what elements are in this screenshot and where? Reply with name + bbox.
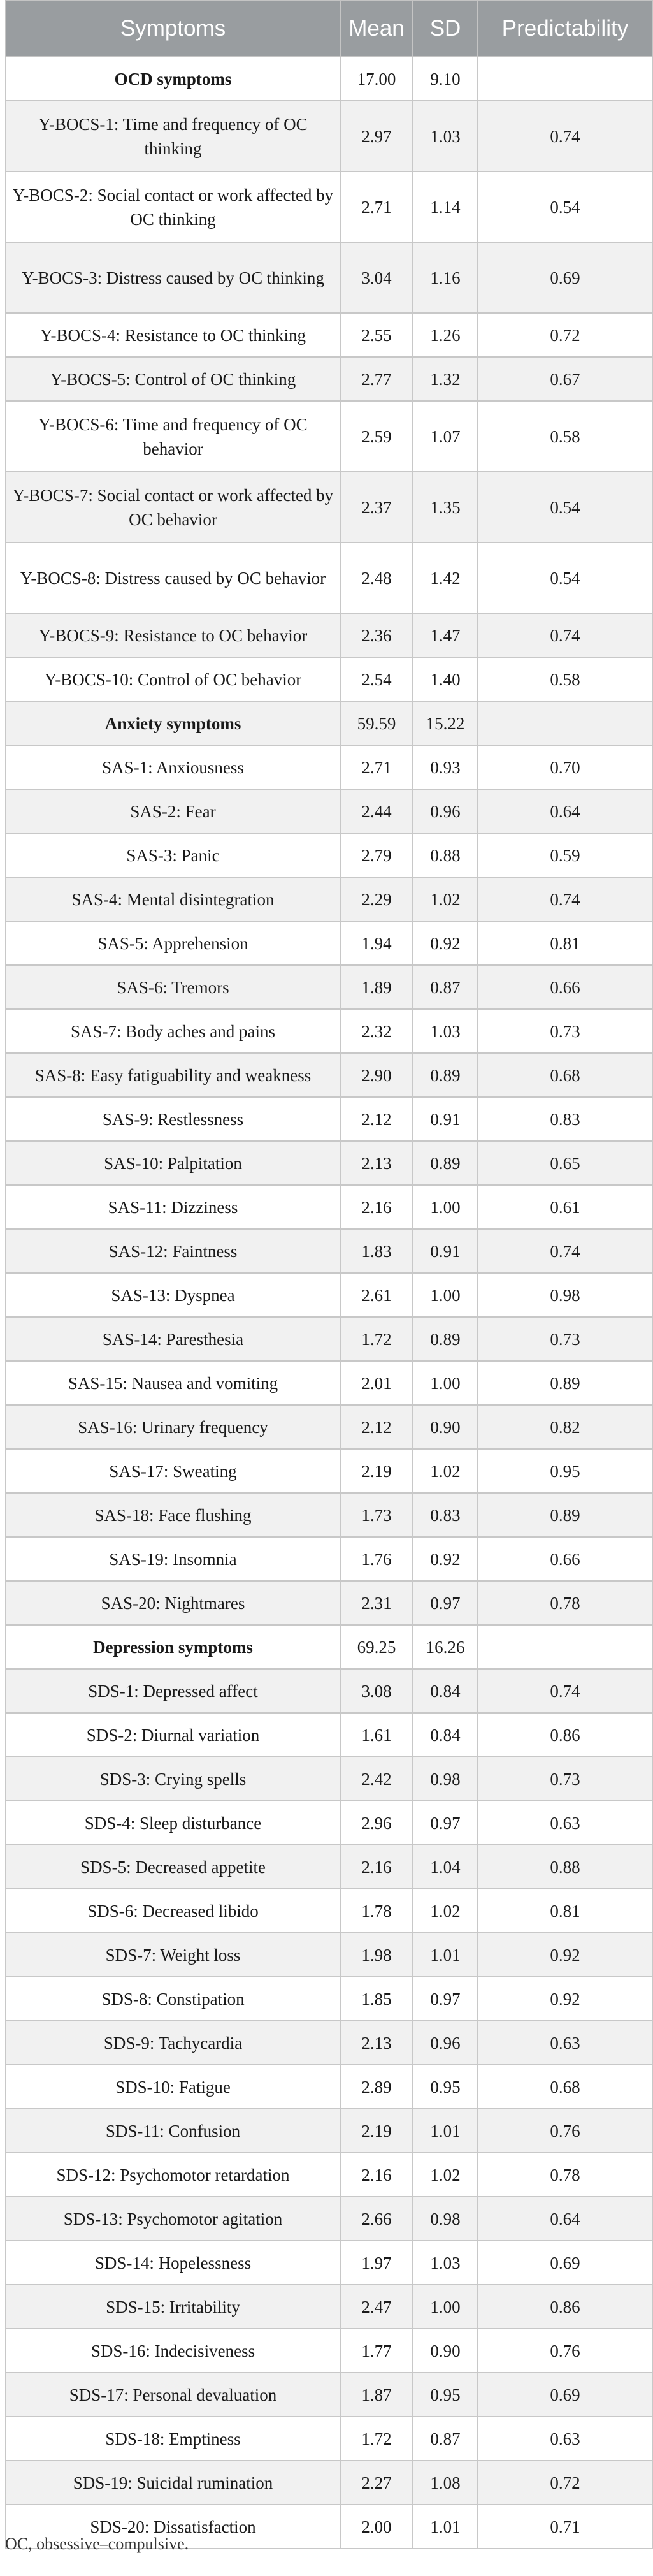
sd-cell: 0.96 <box>413 2021 478 2065</box>
symptom-cell: Y-BOCS-6: Time and frequency of OC behavior <box>6 401 340 472</box>
table-row <box>6 1845 652 1889</box>
symptom-cell: SAS-15: Nausea and vomiting <box>6 1361 340 1405</box>
symptom-cell: SAS-6: Tremors <box>6 965 340 1009</box>
symptom-cell: Depression symptoms <box>6 1625 340 1669</box>
sd-cell: 1.00 <box>413 2285 478 2329</box>
mean-cell: 2.12 <box>340 1405 413 1449</box>
predictability-cell: 0.72 <box>478 313 652 357</box>
sd-cell: 0.90 <box>413 2329 478 2373</box>
sd-cell: 1.01 <box>413 2109 478 2153</box>
mean-cell: 2.71 <box>340 171 413 242</box>
table-row <box>6 2109 652 2153</box>
table-row <box>6 833 652 877</box>
predictability-cell: 0.82 <box>478 1405 652 1449</box>
table-row <box>6 2285 652 2329</box>
sd-cell: 0.88 <box>413 833 478 877</box>
section-row <box>6 1625 652 1669</box>
mean-cell: 2.31 <box>340 1581 413 1625</box>
mean-cell: 2.32 <box>340 1009 413 1053</box>
mean-cell: 2.19 <box>340 2109 413 2153</box>
mean-cell: 2.48 <box>340 542 413 613</box>
table-row <box>6 1273 652 1317</box>
sd-cell: 0.87 <box>413 965 478 1009</box>
mean-cell: 2.55 <box>340 313 413 357</box>
predictability-cell: 0.63 <box>478 1801 652 1845</box>
sd-cell: 16.26 <box>413 1625 478 1669</box>
table-row <box>6 2329 652 2373</box>
predictability-cell <box>478 1625 652 1669</box>
predictability-cell: 0.88 <box>478 1845 652 1889</box>
symptom-cell: Y-BOCS-9: Resistance to OC behavior <box>6 613 340 657</box>
table-header <box>6 1 652 57</box>
predictability-cell: 0.54 <box>478 542 652 613</box>
symptom-cell: Y-BOCS-10: Control of OC behavior <box>6 657 340 701</box>
predictability-cell: 0.65 <box>478 1141 652 1185</box>
predictability-cell: 0.68 <box>478 1053 652 1097</box>
mean-cell: 2.12 <box>340 1097 413 1141</box>
table-row <box>6 1757 652 1801</box>
sd-cell: 0.97 <box>413 1801 478 1845</box>
table-row <box>6 789 652 833</box>
mean-cell: 2.19 <box>340 1449 413 1493</box>
predictability-cell: 0.81 <box>478 1889 652 1933</box>
sd-cell: 0.84 <box>413 1713 478 1757</box>
mean-cell: 1.89 <box>340 965 413 1009</box>
table-row <box>6 313 652 357</box>
table-row <box>6 1977 652 2021</box>
predictability-cell: 0.58 <box>478 657 652 701</box>
predictability-cell: 0.92 <box>478 1977 652 2021</box>
symptom-cell: SDS-8: Constipation <box>6 1977 340 2021</box>
predictability-cell: 0.64 <box>478 2197 652 2241</box>
sd-cell: 0.98 <box>413 1757 478 1801</box>
table-row <box>6 1097 652 1141</box>
sd-cell: 1.00 <box>413 1273 478 1317</box>
symptom-cell: SAS-10: Palpitation <box>6 1141 340 1185</box>
mean-cell: 2.59 <box>340 401 413 472</box>
predictability-cell: 0.63 <box>478 2021 652 2065</box>
mean-cell: 1.98 <box>340 1933 413 1977</box>
predictability-cell: 0.64 <box>478 789 652 833</box>
sd-cell: 1.03 <box>413 101 478 171</box>
table-row <box>6 472 652 542</box>
table-row <box>6 1405 652 1449</box>
predictability-cell: 0.92 <box>478 1933 652 1977</box>
mean-cell: 3.08 <box>340 1669 413 1713</box>
mean-cell: 1.87 <box>340 2373 413 2417</box>
symptom-cell: SAS-20: Nightmares <box>6 1581 340 1625</box>
symptom-cell: SDS-15: Irritability <box>6 2285 340 2329</box>
symptom-cell: SDS-1: Depressed affect <box>6 1669 340 1713</box>
symptom-cell: SDS-11: Confusion <box>6 2109 340 2153</box>
predictability-cell: 0.74 <box>478 613 652 657</box>
predictability-cell: 0.74 <box>478 101 652 171</box>
symptom-cell: Y-BOCS-8: Distress caused by OC behavior <box>6 542 340 613</box>
mean-cell: 1.61 <box>340 1713 413 1757</box>
table-row <box>6 242 652 313</box>
predictability-cell: 0.78 <box>478 2153 652 2197</box>
mean-cell: 2.77 <box>340 357 413 401</box>
sd-cell: 0.89 <box>413 1141 478 1185</box>
predictability-cell: 0.86 <box>478 2285 652 2329</box>
predictability-cell: 0.61 <box>478 1185 652 1229</box>
sd-cell: 1.00 <box>413 1361 478 1405</box>
predictability-cell: 0.59 <box>478 833 652 877</box>
sd-cell: 0.92 <box>413 1537 478 1581</box>
mean-cell: 2.36 <box>340 613 413 657</box>
sd-cell: 0.90 <box>413 1405 478 1449</box>
mean-cell: 2.66 <box>340 2197 413 2241</box>
symptom-cell: Y-BOCS-4: Resistance to OC thinking <box>6 313 340 357</box>
sd-cell: 15.22 <box>413 701 478 745</box>
symptom-cell: SAS-13: Dyspnea <box>6 1273 340 1317</box>
predictability-cell: 0.69 <box>478 2373 652 2417</box>
predictability-cell: 0.74 <box>478 877 652 921</box>
table-row <box>6 1361 652 1405</box>
sd-cell: 1.01 <box>413 1933 478 1977</box>
symptom-cell: SAS-4: Mental disintegration <box>6 877 340 921</box>
predictability-cell: 0.98 <box>478 1273 652 1317</box>
mean-cell: 2.27 <box>340 2461 413 2505</box>
sd-cell: 0.83 <box>413 1493 478 1537</box>
table-row <box>6 877 652 921</box>
mean-cell: 3.04 <box>340 242 413 313</box>
mean-cell: 17.00 <box>340 57 413 101</box>
column-header-predictability: Predictability <box>478 1 652 57</box>
sd-cell: 1.02 <box>413 2153 478 2197</box>
sd-cell: 0.97 <box>413 1581 478 1625</box>
symptom-cell: SAS-18: Face flushing <box>6 1493 340 1537</box>
mean-cell: 2.96 <box>340 1801 413 1845</box>
table-row <box>6 357 652 401</box>
predictability-cell: 0.73 <box>478 1009 652 1053</box>
mean-cell: 1.72 <box>340 1317 413 1361</box>
symptom-cell: SDS-4: Sleep disturbance <box>6 1801 340 1845</box>
symptom-cell: SDS-16: Indecisiveness <box>6 2329 340 2373</box>
mean-cell: 2.37 <box>340 472 413 542</box>
table-row <box>6 1581 652 1625</box>
predictability-cell: 0.72 <box>478 2461 652 2505</box>
sd-cell: 0.89 <box>413 1317 478 1361</box>
sd-cell: 1.01 <box>413 2505 478 2549</box>
predictability-cell: 0.66 <box>478 965 652 1009</box>
sd-cell: 0.92 <box>413 921 478 965</box>
mean-cell: 1.83 <box>340 1229 413 1273</box>
column-header-mean: Mean <box>340 1 413 57</box>
predictability-cell <box>478 57 652 101</box>
mean-cell: 2.89 <box>340 2065 413 2109</box>
predictability-cell: 0.67 <box>478 357 652 401</box>
mean-cell: 2.00 <box>340 2505 413 2549</box>
predictability-cell: 0.58 <box>478 401 652 472</box>
table-row <box>6 1669 652 1713</box>
sd-cell: 1.07 <box>413 401 478 472</box>
table-row <box>6 1229 652 1273</box>
symptom-cell: Y-BOCS-7: Social contact or work affected by OC behavior <box>6 472 340 542</box>
mean-cell: 2.01 <box>340 1361 413 1405</box>
sd-cell: 1.16 <box>413 242 478 313</box>
mean-cell: 2.90 <box>340 1053 413 1097</box>
predictability-cell: 0.86 <box>478 1713 652 1757</box>
symptom-cell: SDS-3: Crying spells <box>6 1757 340 1801</box>
table-row <box>6 2021 652 2065</box>
symptom-cell: SDS-17: Personal devaluation <box>6 2373 340 2417</box>
mean-cell: 1.94 <box>340 921 413 965</box>
table-row <box>6 101 652 171</box>
header-row <box>6 1 652 57</box>
predictability-cell: 0.78 <box>478 1581 652 1625</box>
sd-cell: 0.87 <box>413 2417 478 2461</box>
sd-cell: 1.35 <box>413 472 478 542</box>
sd-cell: 0.96 <box>413 789 478 833</box>
sd-cell: 0.89 <box>413 1053 478 1097</box>
predictability-cell: 0.54 <box>478 472 652 542</box>
symptom-cell: SDS-18: Emptiness <box>6 2417 340 2461</box>
section-row <box>6 701 652 745</box>
table-row <box>6 1801 652 1845</box>
mean-cell: 59.59 <box>340 701 413 745</box>
sd-cell: 0.97 <box>413 1977 478 2021</box>
symptom-cell: SAS-16: Urinary frequency <box>6 1405 340 1449</box>
symptom-cell: SDS-5: Decreased appetite <box>6 1845 340 1889</box>
predictability-cell: 0.69 <box>478 2241 652 2285</box>
symptom-cell: SAS-5: Apprehension <box>6 921 340 965</box>
table-row <box>6 1933 652 1977</box>
symptom-cell: SAS-9: Restlessness <box>6 1097 340 1141</box>
table-row <box>6 921 652 965</box>
symptom-cell: SDS-12: Psychomotor retardation <box>6 2153 340 2197</box>
table-row <box>6 1493 652 1537</box>
sd-cell: 1.26 <box>413 313 478 357</box>
predictability-cell: 0.69 <box>478 242 652 313</box>
symptom-cell: SDS-20: Dissatisfaction <box>6 2505 340 2549</box>
mean-cell: 2.61 <box>340 1273 413 1317</box>
symptom-statistics-table <box>5 0 653 2549</box>
table-row <box>6 2241 652 2285</box>
predictability-cell: 0.95 <box>478 1449 652 1493</box>
predictability-cell: 0.71 <box>478 2505 652 2549</box>
sd-cell: 1.00 <box>413 1185 478 1229</box>
table-row <box>6 613 652 657</box>
predictability-cell: 0.70 <box>478 745 652 789</box>
mean-cell: 2.13 <box>340 2021 413 2065</box>
sd-cell: 0.95 <box>413 2065 478 2109</box>
predictability-cell: 0.63 <box>478 2417 652 2461</box>
table-row <box>6 1009 652 1053</box>
mean-cell: 69.25 <box>340 1625 413 1669</box>
table-row <box>6 2197 652 2241</box>
symptom-cell: Y-BOCS-5: Control of OC thinking <box>6 357 340 401</box>
sd-cell: 1.08 <box>413 2461 478 2505</box>
predictability-cell: 0.66 <box>478 1537 652 1581</box>
sd-cell: 0.91 <box>413 1229 478 1273</box>
symptom-cell: SDS-19: Suicidal rumination <box>6 2461 340 2505</box>
symptom-cell: SDS-13: Psychomotor agitation <box>6 2197 340 2241</box>
symptom-cell: SAS-17: Sweating <box>6 1449 340 1493</box>
symptom-cell: SAS-12: Faintness <box>6 1229 340 1273</box>
symptom-cell: SAS-3: Panic <box>6 833 340 877</box>
table-row <box>6 1317 652 1361</box>
predictability-cell: 0.74 <box>478 1229 652 1273</box>
sd-cell: 1.32 <box>413 357 478 401</box>
mean-cell: 2.16 <box>340 2153 413 2197</box>
table-row <box>6 657 652 701</box>
predictability-cell: 0.89 <box>478 1361 652 1405</box>
symptom-cell: OCD symptoms <box>6 57 340 101</box>
sd-cell: 0.91 <box>413 1097 478 1141</box>
table-container <box>5 0 652 2549</box>
table-row <box>6 2417 652 2461</box>
mean-cell: 2.13 <box>340 1141 413 1185</box>
symptom-cell: SAS-2: Fear <box>6 789 340 833</box>
table-row <box>6 1449 652 1493</box>
mean-cell: 1.72 <box>340 2417 413 2461</box>
symptom-cell: SAS-11: Dizziness <box>6 1185 340 1229</box>
sd-cell: 1.14 <box>413 171 478 242</box>
sd-cell: 0.98 <box>413 2197 478 2241</box>
mean-cell: 2.42 <box>340 1757 413 1801</box>
sd-cell: 1.04 <box>413 1845 478 1889</box>
symptom-cell: Y-BOCS-3: Distress caused by OC thinking <box>6 242 340 313</box>
mean-cell: 2.29 <box>340 877 413 921</box>
mean-cell: 2.16 <box>340 1845 413 1889</box>
symptom-cell: SDS-9: Tachycardia <box>6 2021 340 2065</box>
symptom-cell: Y-BOCS-2: Social contact or work affected by OC thinking <box>6 171 340 242</box>
symptom-cell: SDS-7: Weight loss <box>6 1933 340 1977</box>
mean-cell: 1.85 <box>340 1977 413 2021</box>
table-row <box>6 171 652 242</box>
mean-cell: 2.54 <box>340 657 413 701</box>
column-header-symptoms: Symptoms <box>6 1 340 57</box>
table-row <box>6 2153 652 2197</box>
predictability-cell: 0.81 <box>478 921 652 965</box>
table-row <box>6 401 652 472</box>
mean-cell: 1.76 <box>340 1537 413 1581</box>
sd-cell: 1.47 <box>413 613 478 657</box>
table-row <box>6 1141 652 1185</box>
table-footnote: OC, obsessive–compulsive. <box>5 2535 189 2553</box>
symptom-cell: SAS-8: Easy fatiguability and weakness <box>6 1053 340 1097</box>
mean-cell: 2.71 <box>340 745 413 789</box>
predictability-cell: 0.54 <box>478 171 652 242</box>
table-row <box>6 2461 652 2505</box>
sd-cell: 1.42 <box>413 542 478 613</box>
mean-cell: 2.16 <box>340 1185 413 1229</box>
predictability-cell <box>478 701 652 745</box>
mean-cell: 2.44 <box>340 789 413 833</box>
sd-cell: 1.02 <box>413 1889 478 1933</box>
table-row <box>6 745 652 789</box>
table-row <box>6 1889 652 1933</box>
sd-cell: 0.93 <box>413 745 478 789</box>
sd-cell: 1.40 <box>413 657 478 701</box>
mean-cell: 2.97 <box>340 101 413 171</box>
symptom-cell: SDS-14: Hopelessness <box>6 2241 340 2285</box>
predictability-cell: 0.76 <box>478 2109 652 2153</box>
sd-cell: 1.03 <box>413 1009 478 1053</box>
predictability-cell: 0.73 <box>478 1317 652 1361</box>
mean-cell: 1.78 <box>340 1889 413 1933</box>
symptom-cell: SDS-2: Diurnal variation <box>6 1713 340 1757</box>
table-body <box>6 57 652 2549</box>
table-row <box>6 1537 652 1581</box>
predictability-cell: 0.74 <box>478 1669 652 1713</box>
table-row <box>6 1053 652 1097</box>
column-header-sd: SD <box>413 1 478 57</box>
table-row <box>6 2373 652 2417</box>
table-row <box>6 2065 652 2109</box>
symptom-cell: SAS-19: Insomnia <box>6 1537 340 1581</box>
predictability-cell: 0.83 <box>478 1097 652 1141</box>
table-row <box>6 542 652 613</box>
sd-cell: 9.10 <box>413 57 478 101</box>
section-row <box>6 57 652 101</box>
table-row <box>6 1713 652 1757</box>
predictability-cell: 0.89 <box>478 1493 652 1537</box>
sd-cell: 1.03 <box>413 2241 478 2285</box>
table-row <box>6 1185 652 1229</box>
symptom-cell: SDS-6: Decreased libido <box>6 1889 340 1933</box>
symptom-cell: Y-BOCS-1: Time and frequency of OC thinking <box>6 101 340 171</box>
symptom-cell: SAS-7: Body aches and pains <box>6 1009 340 1053</box>
symptom-cell: SAS-14: Paresthesia <box>6 1317 340 1361</box>
mean-cell: 1.73 <box>340 1493 413 1537</box>
mean-cell: 2.79 <box>340 833 413 877</box>
sd-cell: 0.95 <box>413 2373 478 2417</box>
predictability-cell: 0.76 <box>478 2329 652 2373</box>
symptom-cell: SDS-10: Fatigue <box>6 2065 340 2109</box>
mean-cell: 1.97 <box>340 2241 413 2285</box>
symptom-cell: SAS-1: Anxiousness <box>6 745 340 789</box>
symptom-cell: Anxiety symptoms <box>6 701 340 745</box>
mean-cell: 2.47 <box>340 2285 413 2329</box>
sd-cell: 1.02 <box>413 877 478 921</box>
sd-cell: 0.84 <box>413 1669 478 1713</box>
table-row <box>6 965 652 1009</box>
sd-cell: 1.02 <box>413 1449 478 1493</box>
predictability-cell: 0.73 <box>478 1757 652 1801</box>
mean-cell: 1.77 <box>340 2329 413 2373</box>
predictability-cell: 0.68 <box>478 2065 652 2109</box>
